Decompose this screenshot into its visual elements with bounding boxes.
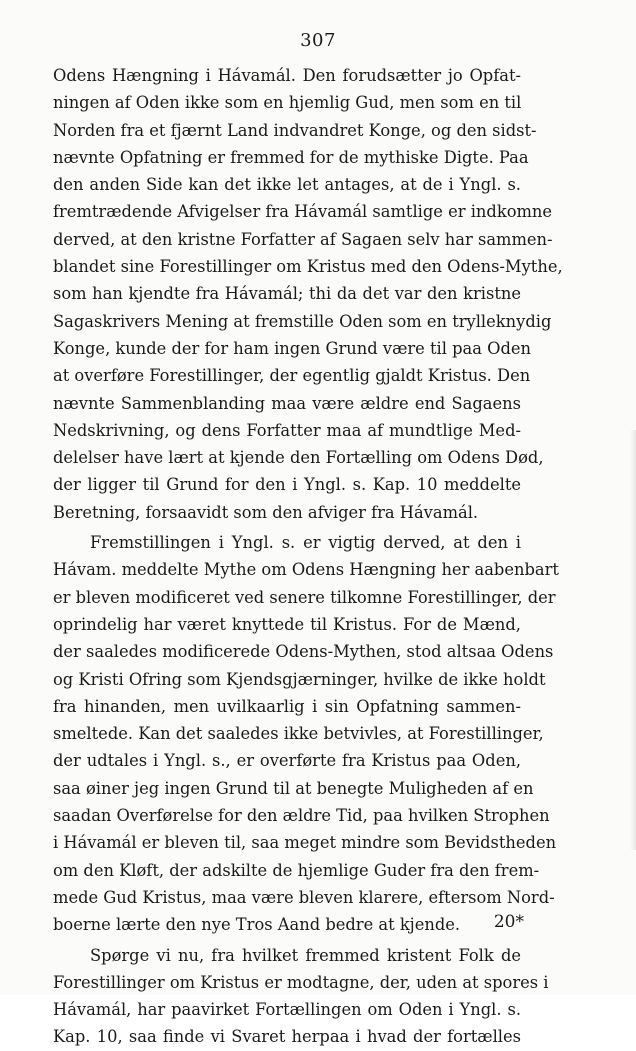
text-line: og Kristi Ofring som Kjendsgjærninger, hvilke de ikke holdt (53, 669, 546, 689)
text-line: Hávam. meddelte Mythe om Odens Hængning her aabenbart (53, 560, 559, 580)
text-line: ningen af Oden ikke som en hjemlig Gud, men som en til (53, 93, 522, 113)
text-line: nævnte Sammenblanding maa være ældre end Sagaens (53, 393, 521, 413)
text-line: oprindelig har været knyttede til Kristus. For de Mænd, (53, 614, 521, 634)
text-line: om den Kløft, der adskilte de hjemlige Guder fra den frem- (53, 860, 540, 880)
text-line: er bleven modificeret ved senere tilkomne Forestillinger, der (53, 587, 556, 607)
text-line: der udtales i Yngl. s., er overførte fra Kristus paa Oden, (53, 751, 521, 771)
signature-mark: 20* (493, 912, 524, 932)
text-line: i Hávamál er bleven til, saa meget mindre som Bevidstheden (53, 833, 557, 853)
text-line: at overføre Forestillinger, der egentlig gjaldt Kristus. Den (53, 366, 531, 386)
paragraph (53, 942, 549, 1051)
paragraph (53, 529, 559, 938)
text-line: den anden Side kan det ikke let antages, at de i Yngl. s. (53, 175, 521, 195)
paragraph (53, 62, 563, 526)
text-line: blandet sine Forestillinger om Kristus med den Odens-Mythe, (53, 257, 563, 277)
text-line: Sagaskrivers Mening at fremstille Oden som en trylleknydig (53, 311, 552, 331)
text-line: Konge, kunde der for ham ingen Grund være til paa Oden (53, 338, 531, 358)
text-line: som han kjendte fra Hávamál; thi da det var den kristne (53, 284, 521, 304)
text-line: Norden fra et fjærnt Land indvandret Konge, og den sidst- (53, 120, 537, 140)
text-line: Fremstillingen i Yngl. s. er vigtig derved, at den i (90, 533, 521, 553)
text-line: nævnte Opfatning er fremmed for de mythiske Digte. Paa (53, 147, 529, 167)
text-line: Spørge vi nu, fra hvilket fremmed kristent Folk de (90, 945, 521, 965)
text-line: fremtrædende Afvigelser fra Hávamál samtlige er indkomne (53, 202, 553, 222)
text-line: Odens Hængning i Hávamál. Den forudsætter jo Opfat- (53, 66, 521, 85)
text-line: Beretning, forsaavidt som den afviger fra Hávamál. (53, 502, 479, 522)
text-line: der saaledes modificerede Odens-Mythen, stod altsaa Odens (53, 642, 554, 662)
page-number: 307 (300, 30, 336, 51)
text-line: der ligger til Grund for den i Yngl. s. Kap. 10 meddelte (53, 475, 521, 495)
text-line: delelser have lært at kjende den Fortælling om Odens Død, (53, 448, 544, 468)
text-line: Hávamál, har paavirket Fortællingen om Oden i Yngl. s. (53, 1000, 521, 1020)
text-line: derved, at den kristne Forfatter af Sagaen selv har sammen- (53, 229, 553, 249)
text-line: smeltede. Kan det saaledes ikke betvivles, at Forestillinger, (53, 724, 544, 744)
text-line: Kap. 10, saa finde vi Svaret herpaa i hvad der fortælles (53, 1027, 521, 1047)
page-edge-shadow (630, 430, 636, 850)
text-line: Nedskrivning, og dens Forfatter maa af mundtlige Med- (53, 420, 521, 440)
text-line: Forestillinger om Kristus er modtagne, der, uden at spores i (53, 972, 549, 992)
text-line: saadan Overførelse for den ældre Tid, paa hvilken Strophen (53, 806, 550, 826)
body-text (53, 62, 563, 1051)
text-line: saa øiner jeg ingen Grund til at benegte Muligheden af en (53, 778, 534, 798)
text-line: boerne lærte den nye Tros Aand bedre at kjende. (53, 915, 461, 935)
text-line: fra hinanden, men uvilkaarlig i sin Opfatning sammen- (53, 696, 521, 716)
text-line: mede Gud Kristus, maa være bleven klarere, eftersom Nord- (53, 887, 555, 907)
